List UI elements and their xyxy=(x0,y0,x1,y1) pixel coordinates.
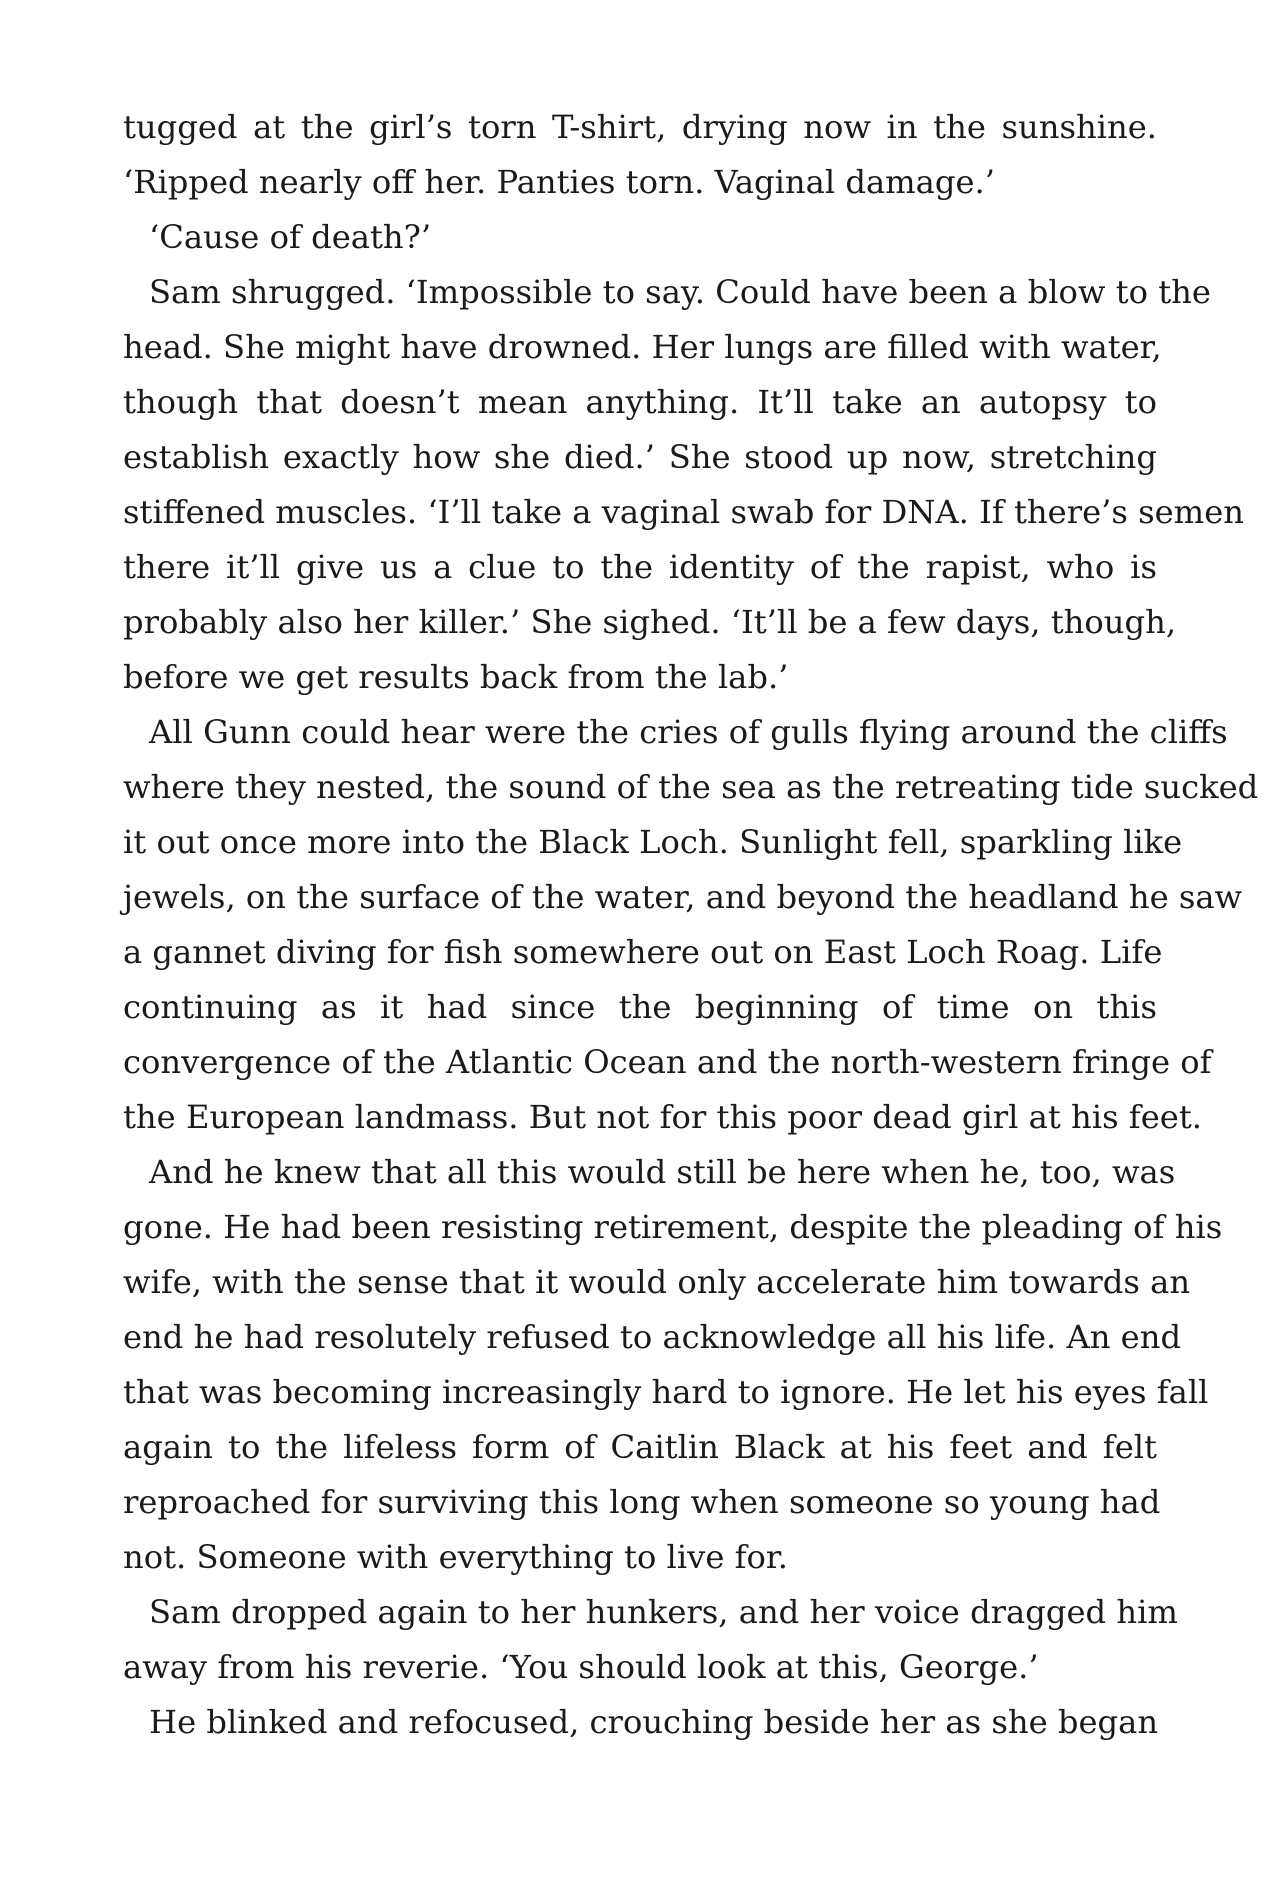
text-line: before we get results back from the lab.’ xyxy=(123,658,789,696)
text-line: that was becoming increasingly hard to ignore. He let his eyes fall xyxy=(123,1373,1209,1411)
text-line: convergence of the Atlantic Ocean and the north-western fringe of xyxy=(123,1043,1212,1081)
text-line: And he knew that all this would still be here when he, too, was xyxy=(149,1153,1176,1191)
text-line: gone. He had been resisting retirement, despite the pleading of his xyxy=(123,1208,1223,1246)
text-line: not. Someone with everything to live for. xyxy=(123,1538,788,1576)
text-line: stiffened muscles. ‘I’ll take a vaginal swab for DNA. If there’s semen xyxy=(123,493,1244,531)
book-page-text xyxy=(123,100,1259,1750)
text-line: again to the lifeless form of Caitlin Black at his feet and felt xyxy=(123,1428,1157,1466)
text-line: end he had resolutely refused to acknowledge all his life. An end xyxy=(123,1318,1182,1356)
text-line: the European landmass. But not for this poor dead girl at his feet. xyxy=(123,1098,1202,1136)
text-line: Sam shrugged. ‘Impossible to say. Could have been a blow to the xyxy=(149,273,1211,311)
text-line: continuing as it had since the beginning of time on this xyxy=(123,988,1157,1026)
text-line: where they nested, the sound of the sea as the retreating tide sucked xyxy=(123,768,1259,806)
text-line: ‘Ripped nearly off her. Panties torn. Vaginal damage.’ xyxy=(123,163,995,201)
text-line: Sam dropped again to her hunkers, and her voice dragged him xyxy=(149,1593,1178,1631)
text-line: ‘Cause of death?’ xyxy=(149,218,432,256)
text-line: He blinked and refocused, crouching beside her as she began xyxy=(149,1703,1159,1741)
text-line: All Gunn could hear were the cries of gulls flying around the cliffs xyxy=(149,713,1228,751)
text-line: tugged at the girl’s torn T-shirt, drying now in the sunshine. xyxy=(123,108,1157,146)
text-line: though that doesn’t mean anything. It’ll take an autopsy to xyxy=(123,383,1157,421)
text-line: wife, with the sense that it would only accelerate him towards an xyxy=(123,1263,1191,1301)
text-line: reproached for surviving this long when someone so young had xyxy=(123,1483,1161,1521)
text-line: probably also her killer.’ She sighed. ‘It’ll be a few days, though, xyxy=(123,603,1177,641)
text-line: it out once more into the Black Loch. Sunlight fell, sparkling like xyxy=(123,823,1183,861)
text-line: establish exactly how she died.’ She stood up now, stretching xyxy=(123,438,1157,476)
text-line: away from his reverie. ‘You should look at this, George.’ xyxy=(123,1648,1039,1686)
text-line: jewels, on the surface of the water, and beyond the headland he saw xyxy=(123,878,1243,916)
text-line: head. She might have drowned. Her lungs are filled with water, xyxy=(123,328,1162,366)
text-line: a gannet diving for fish somewhere out on East Loch Roag. Life xyxy=(123,933,1163,971)
text-line: there it’ll give us a clue to the identity of the rapist, who is xyxy=(123,548,1157,586)
